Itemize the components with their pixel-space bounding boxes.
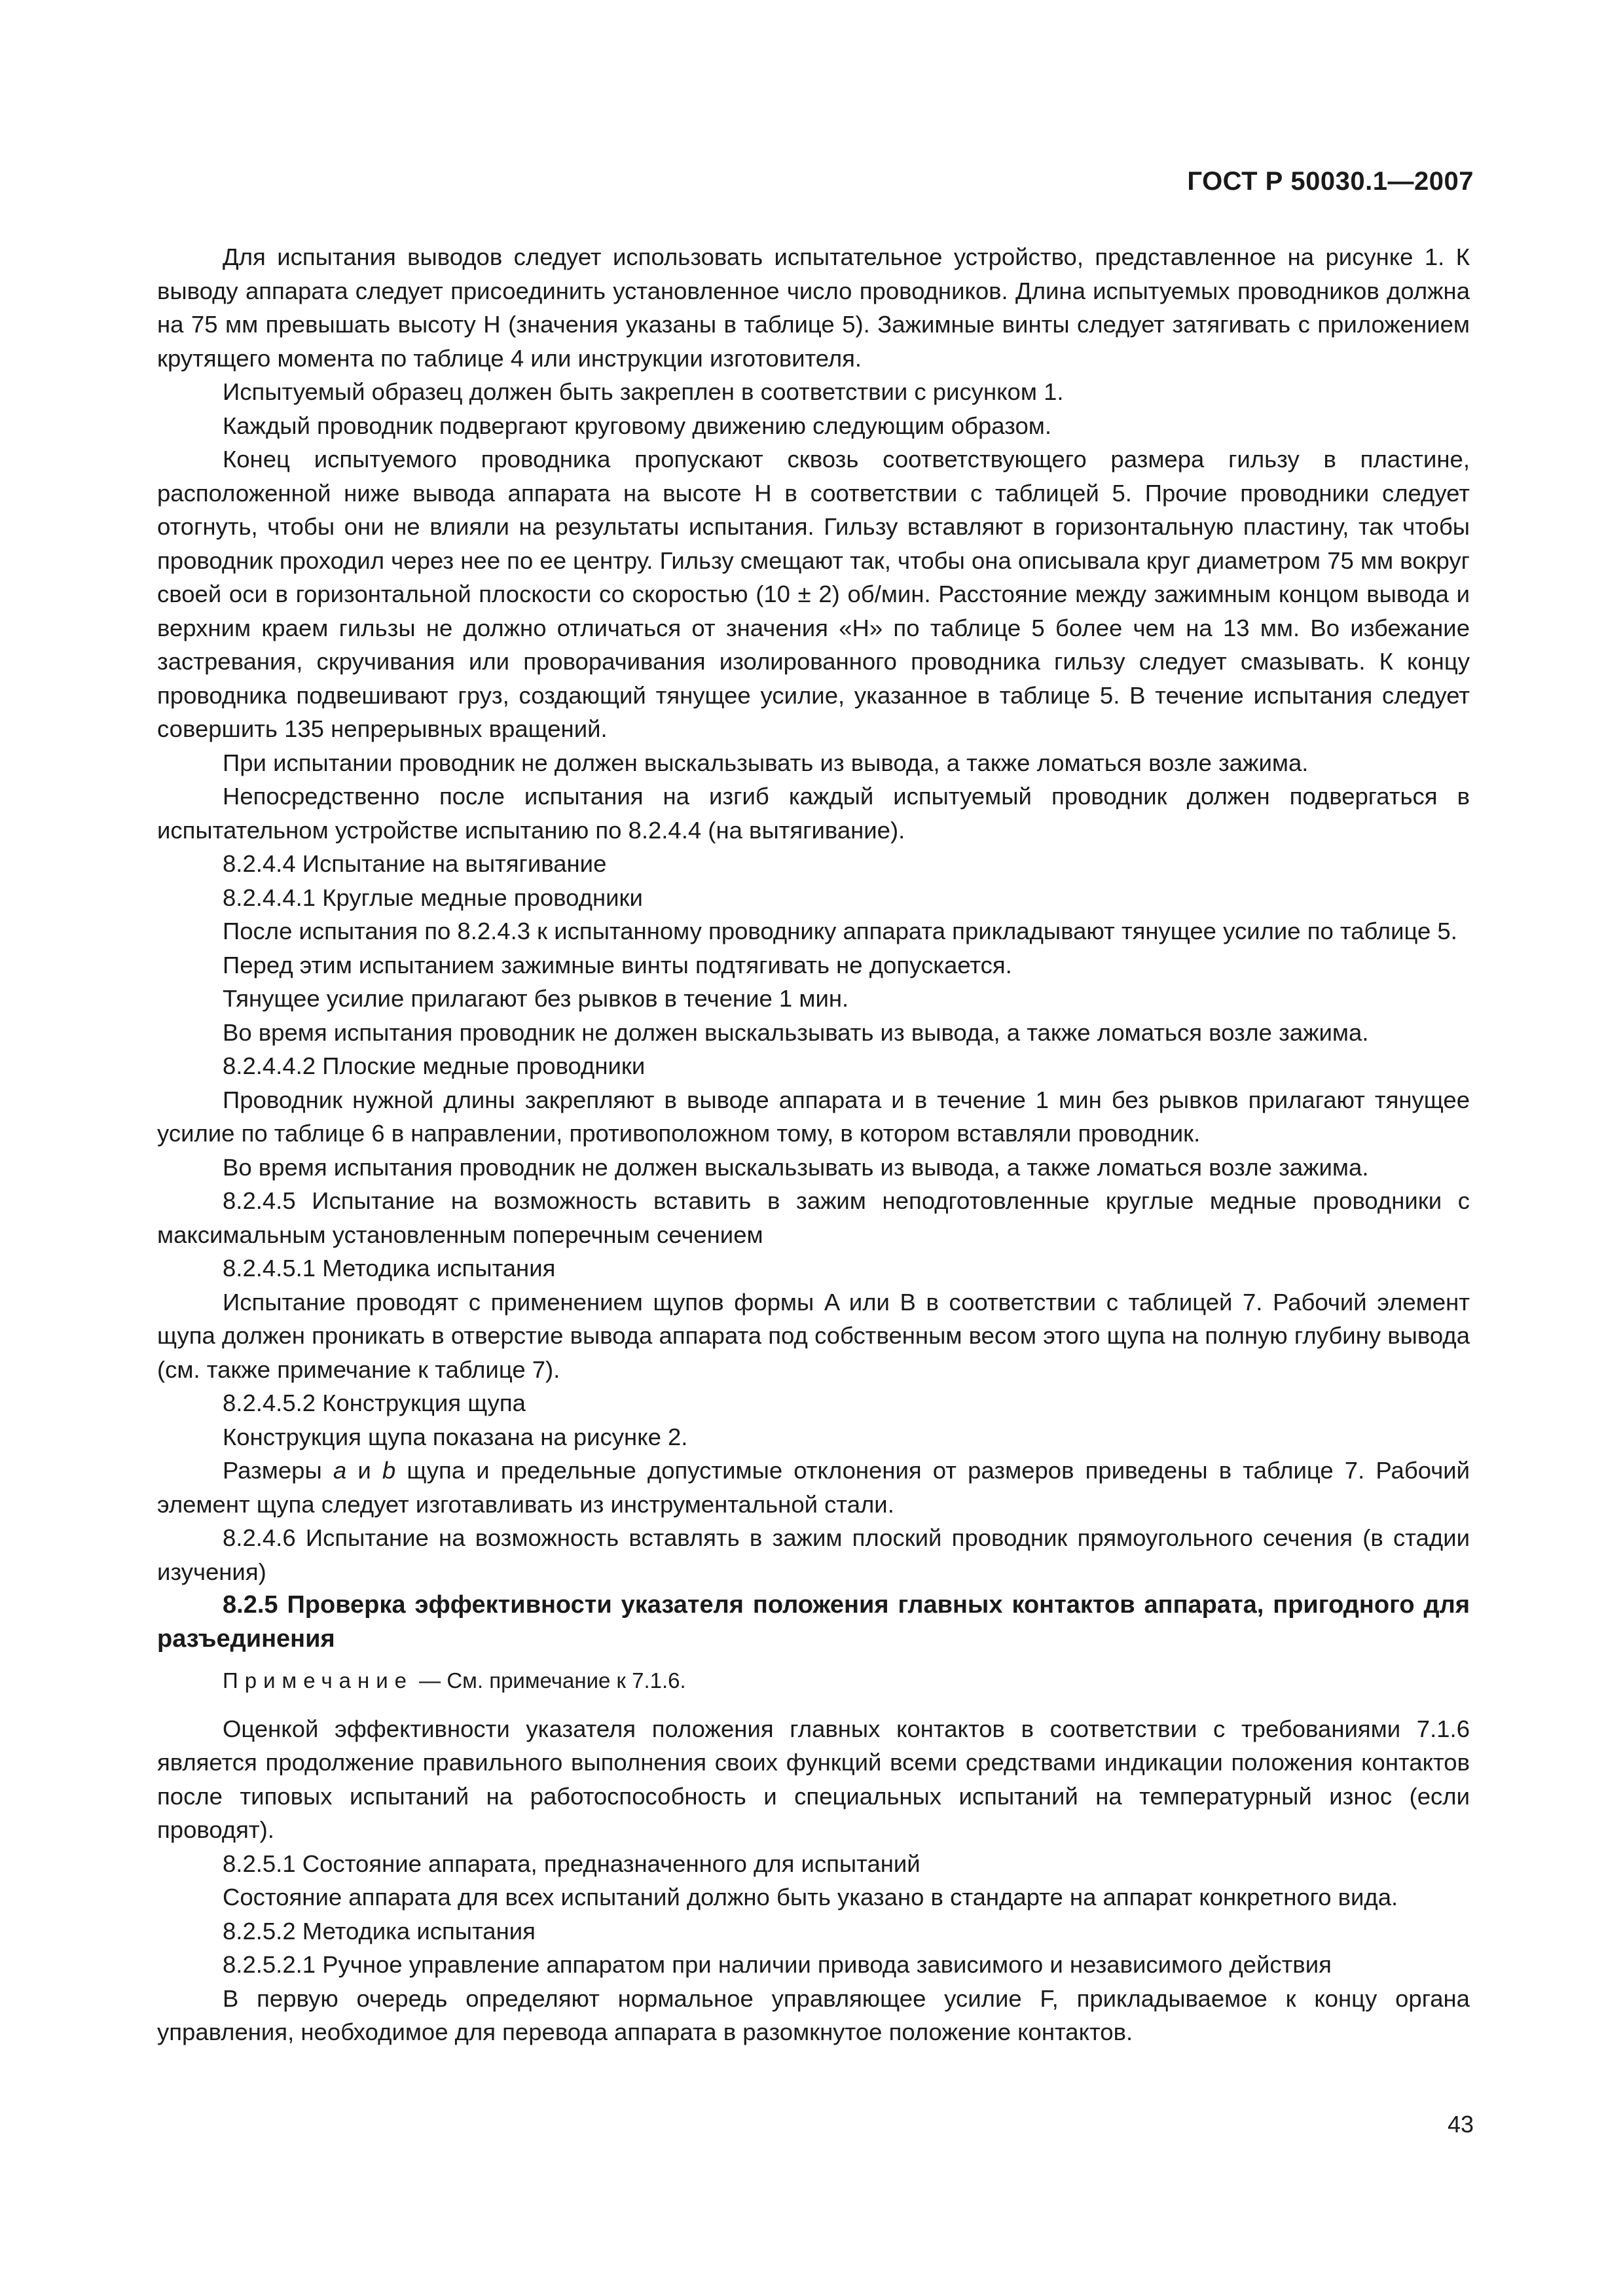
section-heading-8-2-4-6: 8.2.4.6 Испытание на возможность вставлять в зажим плоский проводник прямоугольного сечения (в стадии изучения) bbox=[157, 1524, 1470, 1585]
paragraph: Каждый проводник подвергают круговому движению следующим образом. bbox=[223, 412, 1052, 439]
paragraph: Проводник нужной длины закрепляют в выводе аппарата и в течение 1 мин без рывков прилагают тянущее усилие по таблице 6 в направлении, противоположном тому, в котором вставляли проводник. bbox=[157, 1086, 1470, 1147]
section-heading-8-2-5-2-1: 8.2.5.2.1 Ручное управление аппаратом при наличии привода зависимого и независимого действия bbox=[223, 1951, 1332, 1978]
section-heading-8-2-4-4: 8.2.4.4 Испытание на вытягивание bbox=[223, 850, 607, 877]
page-number: 43 bbox=[1447, 2111, 1474, 2138]
paragraph: Испытание проводят с применением щупов формы A или B в соответствии с таблицей 7. Рабочий элемент щупа должен проникать в отверстие вывода аппарата под собственным весом этого щупа на полную глубину вывода (см. также примечание к таблице 7). bbox=[157, 1288, 1470, 1383]
paragraph: В первую очередь определяют нормальное управляющее усилие F, прикладываемое к концу органа управления, необходимое для перевода аппарата в разомкнутое положение контактов. bbox=[157, 1984, 1470, 2045]
paragraph-dimensions-ab bbox=[157, 1454, 1470, 1521]
section-heading-8-2-4-4-1: 8.2.4.4.1 Круглые медные проводники bbox=[223, 884, 643, 911]
paragraph: Для испытания выводов следует использовать испытательное устройство, представленное на рисунке 1. К выводу аппарата следует присоединить установленное число проводников. Длина испытуемых проводников должна на 75 мм превышать высоту H (значения указаны в таблице 5). Зажимные винты следует затягивать с приложением крутящего момента по таблице 4 или инструкции изготовителя. bbox=[157, 243, 1470, 372]
symbol-b: b bbox=[382, 1457, 396, 1484]
paragraph: Во время испытания проводник не должен выскальзывать из вывода, а также ломаться возле зажима. bbox=[223, 1018, 1369, 1046]
symbol-a: a bbox=[333, 1457, 347, 1484]
paragraph: Конструкция щупа показана на рисунке 2. bbox=[223, 1423, 688, 1450]
paragraph: Испытуемый образец должен быть закреплен в соответствии с рисунком 1. bbox=[223, 378, 1064, 405]
section-heading-8-2-5-1: 8.2.5.1 Состояние аппарата, предназначенного для испытаний bbox=[223, 1850, 921, 1877]
note bbox=[157, 1664, 1470, 1698]
section-heading-8-2-5: 8.2.5 Проверка эффективности указателя положения главных контактов аппарата, пригодного для разъединения bbox=[157, 1591, 1470, 1653]
note-label: Примечание bbox=[223, 1668, 414, 1693]
document-body bbox=[157, 240, 1470, 2049]
paragraph: Тянущее усилие прилагают без рывков в течение 1 мин. bbox=[223, 985, 849, 1012]
section-heading-8-2-4-5: 8.2.4.5 Испытание на возможность вставить в зажим неподготовленные круглые медные проводники с максимальным установленным поперечным сечением bbox=[157, 1187, 1470, 1248]
section-heading-8-2-4-4-2: 8.2.4.4.2 Плоские медные проводники bbox=[223, 1052, 646, 1079]
note-text: — См. примечание к 7.1.6. bbox=[413, 1668, 686, 1693]
paragraph: Перед этим испытанием зажимные винты подтягивать не допускается. bbox=[223, 951, 1012, 978]
paragraph: Конец испытуемого проводника пропускают сквозь соответствующего размера гильзу в пластине, расположенной ниже вывода аппарата на высоте H в соответствии с таблицей 5. Прочие проводники следует отогнуть, чтобы они не влияли на результаты испытания. Гильзу вставляют в горизонтальную пластину, так чтобы проводник проходил через нее по ее центру. Гильзу смещают так, чтобы она описывала круг диаметром 75 мм вокруг своей оси в горизонтальной плоскости со скоростью (10 ± 2) об/мин. Расстояние между зажимным концом вывода и верхним краем гильзы не должно отличаться от значения «H» по таблице 5 более чем на 13 мм. Во избежание застревания, скручивания или проворачивания изолированного проводника гильзу следует смазывать. К концу проводника подвешивают груз, создающий тянущее усилие, указанное в таблице 5. В течение испытания следует совершить 135 непрерывных вращений. bbox=[157, 446, 1470, 742]
paragraph: После испытания по 8.2.4.3 к испытанному проводнику аппарата прикладывают тянущее усилие по таблице 5. bbox=[223, 918, 1457, 944]
text-run: Размеры bbox=[223, 1457, 333, 1484]
paragraph: Непосредственно после испытания на изгиб каждый испытуемый проводник должен подвергаться в испытательном устройстве испытанию по 8.2.4.4 (на вытягивание). bbox=[157, 783, 1470, 844]
section-heading-8-2-4-5-2: 8.2.4.5.2 Конструкция щупа bbox=[223, 1390, 526, 1416]
section-heading-8-2-4-5-1: 8.2.4.5.1 Методика испытания bbox=[223, 1255, 556, 1282]
paragraph: Во время испытания проводник не должен выскальзывать из вывода, а также ломаться возле зажима. bbox=[223, 1153, 1369, 1181]
paragraph: Оценкой эффективности указателя положения главных контактов в соответствии с требованиями 7.1.6 является продолжение правильного выполнения своих функций всеми средствами индикации положения контактов после типовых испытаний на работоспособность и специальных испытаний на температурный износ (если проводят). bbox=[157, 1715, 1470, 1843]
paragraph: При испытании проводник не должен выскальзывать из вывода, а также ломаться возле зажима. bbox=[223, 749, 1309, 776]
text-run: и bbox=[346, 1457, 382, 1484]
section-heading-8-2-5-2: 8.2.5.2 Методика испытания bbox=[223, 1917, 536, 1945]
text-run: щупа и предельные допустимые отклонения от размеров приведены в таблице 7. Рабочий элемент щупа следует изготавливать из инструментальной стали. bbox=[157, 1457, 1470, 1518]
paragraph: Состояние аппарата для всех испытаний должно быть указано в стандарте на аппарат конкретного вида. bbox=[223, 1884, 1398, 1910]
document-header: ГОСТ Р 50030.1—2007 bbox=[1187, 167, 1474, 196]
